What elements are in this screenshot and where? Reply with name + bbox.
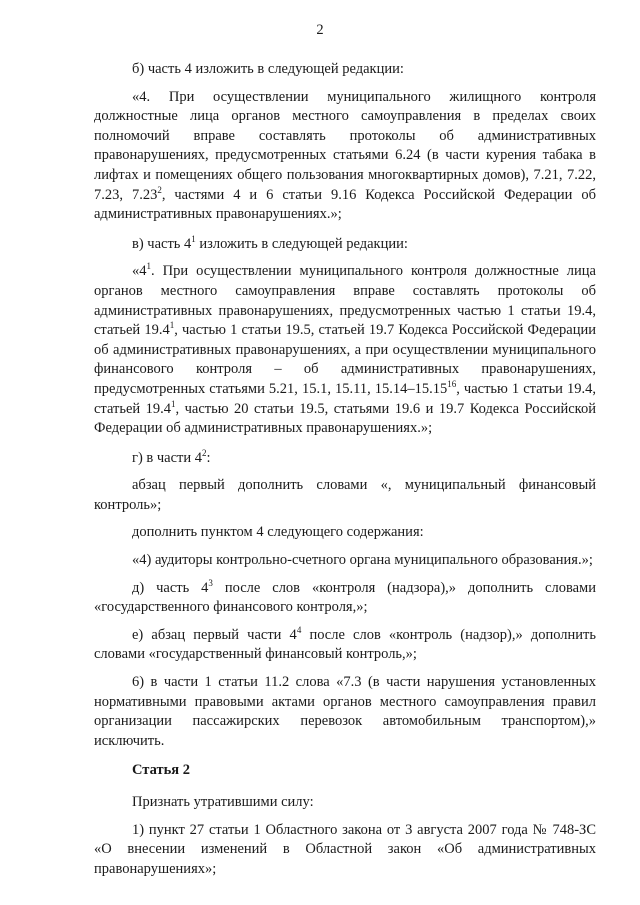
- paragraph-auditors: «4) аудиторы контрольно-счетного органа муниципального образования.»;: [132, 552, 593, 569]
- paragraph-item-g: г) в части $4^2$:: [132, 447, 211, 466]
- superscript: 2: [157, 184, 162, 195]
- superscript: 1: [146, 261, 151, 272]
- paragraph-item-v: в) часть $4^1$ изложить в следующей редакции:: [132, 233, 408, 252]
- paragraph-item-d: д) часть $4^3$ после слов «контроля (надзора),» дополнить словами «государственного финансового контроля,»;: [94, 577, 596, 616]
- paragraph-repeal-item-1: 1) пункт 27 статьи 1 Областного закона от 3 августа 2007 года № 748-ЗС «О внесении изменений в Областной закон «Об административных правонарушениях»;: [94, 821, 596, 877]
- document-body: [94, 60, 596, 887]
- superscript: 16: [447, 379, 457, 390]
- paragraph-part4-1-text: «$4^1$. При осуществлении муниципального контроля должностные лица органов местного самоуправления вправе составлять протоколы об административных правонарушениях, предусмотренных частью 1 статьи 19.4, статьей 19.4$^1$, частью 1 статьи 19.5, статьей 19.7 Кодекса Российской Федерации об административных правонарушениях, а при осуществлении муниципального финансового контроля – об административных правонарушениях, предусмотренных статьями 5.21, 15.1, 15.11, 15.14–15.15$^{16}$, частью 1 статьи 19.4, статьей 19.4$^1$, частью 20 статьи 19.5, статьями 19.6 и 19.7 Кодекса Российской Федерации об административных правонарушениях.»;: [94, 261, 597, 437]
- page-number: 2: [316, 22, 324, 38]
- superscript: 3: [208, 577, 213, 588]
- paragraph-repeal-intro: Признать утратившими силу:: [132, 794, 314, 810]
- paragraph-first-abzac: абзац первый дополнить словами «, муниципальный финансовый контроль»;: [94, 477, 596, 513]
- paragraph-add-point: дополнить пунктом 4 следующего содержания:: [132, 524, 424, 541]
- superscript: 2: [202, 447, 207, 458]
- paragraph-item-e: е) абзац первый части $4^4$ после слов «контроль (надзор),» дополнить словами «государственный финансовый контроль,»;: [94, 625, 596, 663]
- superscript: 1: [169, 320, 175, 331]
- paragraph-item-6: 6) в части 1 статьи 11.2 слова «7.3 (в части нарушения установленных нормативными правовыми актами органов местного самоуправления правил организации пассажирских перевозок автомобильным транспортом),» исключить.: [94, 674, 596, 749]
- superscript: 4: [296, 625, 302, 636]
- superscript: 1: [171, 398, 176, 409]
- article-heading: Статья 2: [132, 762, 190, 779]
- paragraph-item-b: б) часть 4 изложить в следующей редакции:: [132, 61, 404, 77]
- paragraph-part4-text: «4. При осуществлении муниципального жилищного контроля должностные лица органов местного самоуправления в пределах своих полномочий вправе составлять протоколы об административных правонарушениях, предусмотренных статьями 6.24 (в части курения табака в лифтах и помещениях общего пользования многоквартирных домов), 7.21, 7.22, 7.23, 7.23$^2$, частями 4 и 6 статьи 9.16 Кодекса Российской Федерации об административных правонарушениях.»;: [94, 88, 597, 223]
- superscript: 1: [191, 233, 196, 244]
